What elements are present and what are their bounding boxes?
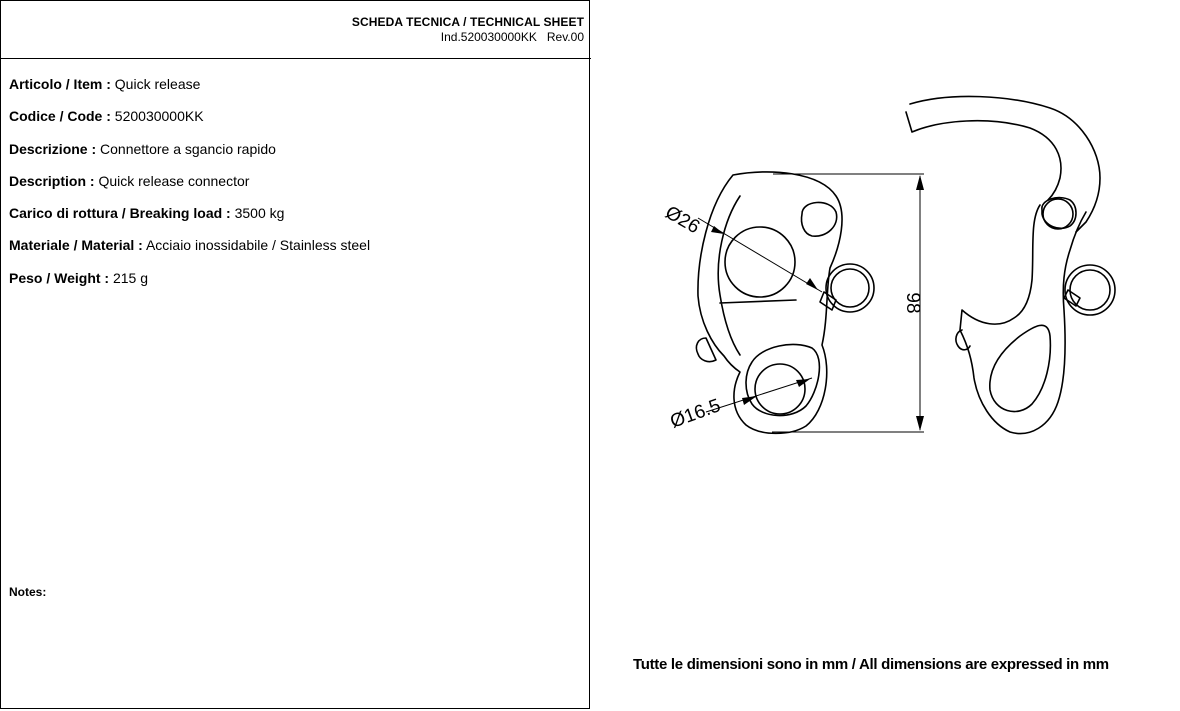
- field-description: [9, 173, 249, 189]
- spec-panel: [0, 0, 590, 709]
- sheet-header: [1, 1, 591, 59]
- units-note: Tutte le dimensioni sono in mm / All dimensions are expressed in mm: [633, 656, 1109, 673]
- field-breaking-load: [9, 205, 284, 221]
- field-weight-label: Peso / Weight :: [9, 270, 110, 286]
- dim-height-label: 98: [902, 292, 923, 314]
- sheet-index: Ind.520030000KK: [440, 30, 537, 44]
- technical-drawing: [592, 0, 1180, 711]
- field-breaking-load-value: 3500 kg: [234, 205, 285, 221]
- field-descrizione: [9, 141, 276, 157]
- field-material-label: Materiale / Material :: [9, 237, 143, 253]
- field-code-label: Codice / Code :: [9, 108, 111, 124]
- dim-large-hole-label: Ø26: [661, 202, 704, 239]
- field-code-value: 520030000KK: [114, 108, 204, 124]
- dim-small-hole-leader: [706, 378, 812, 412]
- sheet-title: SCHEDA TECNICA / TECHNICAL SHEET: [351, 15, 584, 29]
- sheet-index-line: [441, 30, 584, 44]
- field-material-value: Acciaio inossidabile / Stainless steel: [145, 237, 371, 253]
- field-code: [9, 108, 204, 124]
- field-weight: [9, 270, 148, 286]
- field-descrizione-label: Descrizione :: [9, 141, 97, 157]
- field-description-label: Description :: [9, 173, 95, 189]
- field-weight-value: 215 g: [112, 270, 149, 286]
- field-item-value: Quick release: [114, 76, 201, 92]
- field-material: [9, 237, 370, 253]
- dim-small-hole-label: Ø16.5: [667, 395, 724, 433]
- shackle-side-view: [906, 96, 1115, 433]
- field-breaking-load-label: Carico di rottura / Breaking load :: [9, 205, 231, 221]
- field-descrizione-value: Connettore a sgancio rapido: [100, 141, 276, 157]
- sheet-revision: Rev.00: [546, 30, 584, 44]
- shackle-front-view: [696, 172, 874, 433]
- field-item: [9, 76, 200, 92]
- field-description-value: Quick release connector: [98, 173, 250, 189]
- notes-label: Notes:: [9, 585, 47, 599]
- field-item-label: Articolo / Item :: [9, 76, 111, 92]
